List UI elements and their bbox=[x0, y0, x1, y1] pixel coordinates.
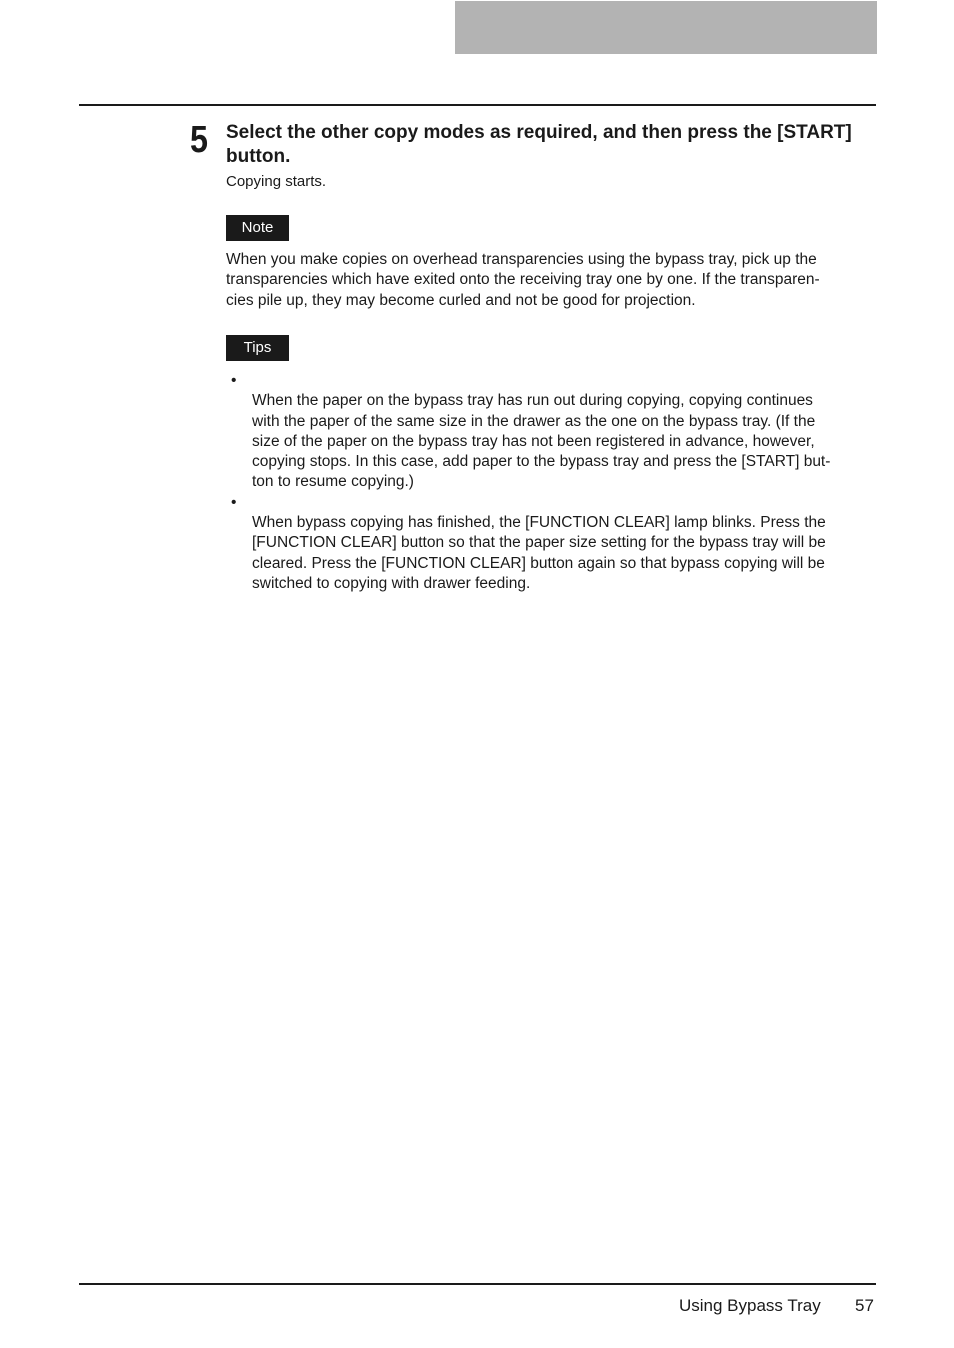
bullet-icon: • bbox=[231, 493, 237, 511]
note-label: Note bbox=[226, 215, 289, 241]
note-text: When you make copies on overhead transparencies using the bypass tray, pick up the transparencies which have exited onto the receiving tray one by one. If the transparen- cies pile up, they may become curled and not be good for projection. bbox=[226, 251, 820, 309]
list-item bbox=[226, 493, 876, 594]
tip-text: When bypass copying has finished, the [FUNCTION CLEAR] lamp blinks. Press the [FUNCTION CLEAR] button so that the paper size setting for the bypass tray will be cleared. Press the [FUNCTION CLEAR] button again so that bypass copying will be switched to copying with drawer feeding. bbox=[252, 514, 826, 592]
step-number: 5 bbox=[190, 119, 208, 161]
page-number: 57 bbox=[855, 1296, 874, 1315]
tips-label: Tips bbox=[226, 335, 289, 361]
bottom-rule bbox=[79, 1283, 876, 1285]
footer-section-title: Using Bypass Tray bbox=[679, 1296, 821, 1315]
top-rule bbox=[79, 104, 876, 106]
tip-text: When the paper on the bypass tray has run out during copying, copying continues with the paper of the same size in the drawer as the one on the bypass tray. (If the size of the paper on the bypass tray has not been registered in advance, however, copying stops. In this case, add paper to the bypass tray and press the [START] but- ton to resume copying.) bbox=[252, 392, 831, 491]
list-item bbox=[226, 371, 876, 493]
tips-list bbox=[226, 371, 876, 594]
step-title: Select the other copy modes as required, and then press the [START] button. bbox=[226, 122, 852, 167]
step-description: Copying starts. bbox=[226, 173, 327, 190]
header-bar bbox=[455, 1, 877, 54]
bullet-icon: • bbox=[231, 372, 237, 389]
